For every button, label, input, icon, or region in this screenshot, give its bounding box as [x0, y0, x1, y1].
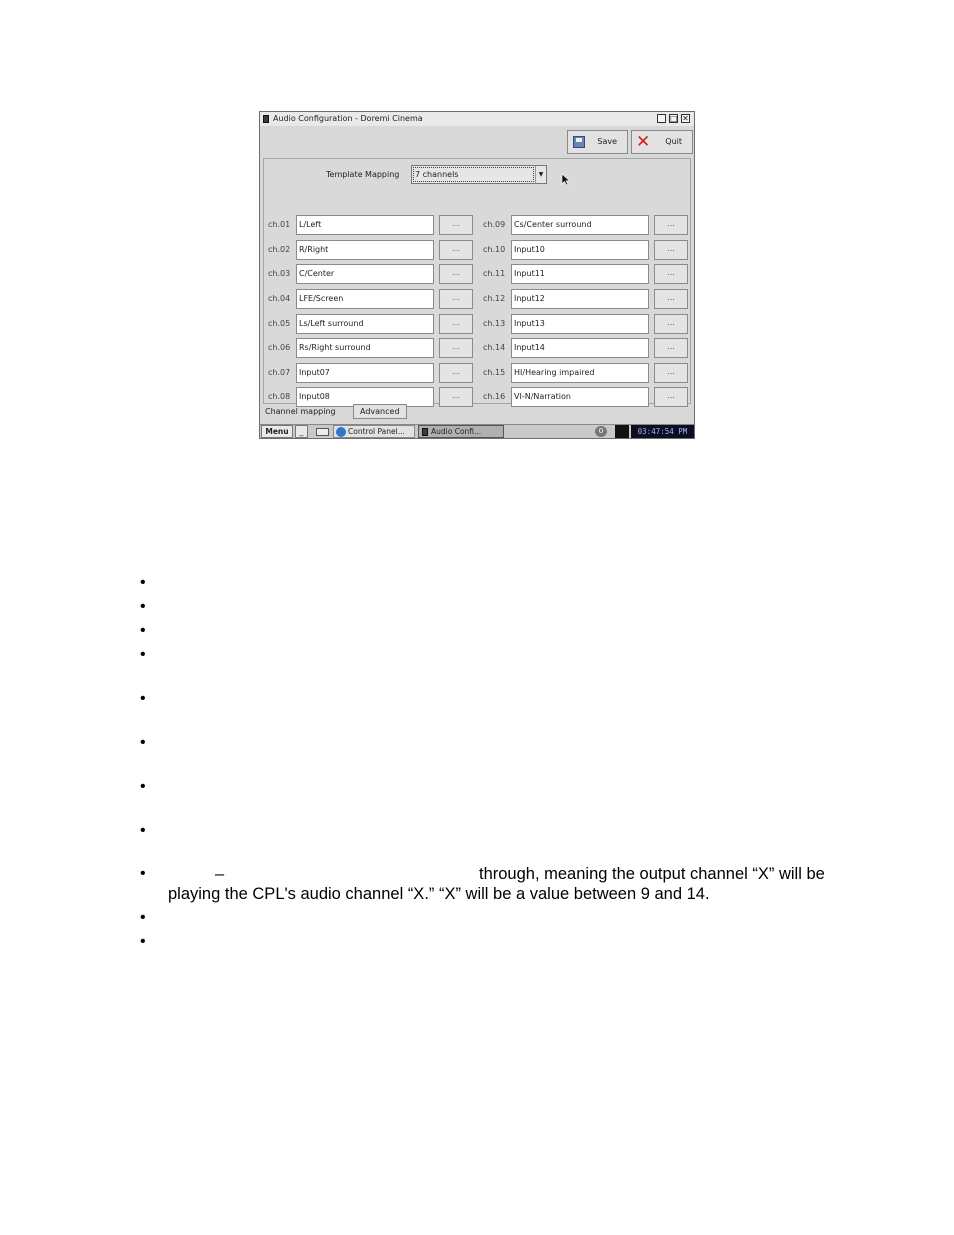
channel-label: ch.01 [268, 220, 291, 229]
tray-status-icon[interactable]: 0 [595, 426, 607, 437]
channel-mapping-panel [263, 158, 691, 404]
tab-advanced[interactable]: Advanced [353, 404, 407, 419]
quit-label: Quit [665, 137, 682, 146]
minimize-button[interactable]: _ [657, 114, 666, 123]
tab-channel-mapping[interactable]: Channel mapping [265, 407, 336, 416]
red-x-icon: ✕ [636, 132, 651, 152]
channel-browse-button[interactable]: ... [654, 363, 688, 383]
channel-browse-button[interactable]: ... [439, 363, 473, 383]
channel-label: ch.14 [483, 343, 506, 352]
channel-label: ch.15 [483, 368, 506, 377]
bullet-marker: • [140, 574, 146, 591]
channel-name-field[interactable]: Input14 [511, 338, 649, 358]
channel-name-field[interactable]: Input07 [296, 363, 434, 383]
taskbar-audio-config-label: Audio Confi... [431, 427, 482, 436]
channel-label: ch.04 [268, 294, 291, 303]
taskbar-audio-config[interactable] [418, 425, 504, 438]
window-title: Audio Configuration - Doremi Cinema [273, 114, 423, 123]
bullet-marker: • [140, 690, 146, 707]
template-mapping-label: Template Mapping [326, 170, 400, 179]
channel-name-field[interactable]: R/Right [296, 240, 434, 260]
channel-label: ch.16 [483, 392, 506, 401]
item9-dash: – [215, 865, 225, 883]
bullet-marker: • [140, 778, 146, 795]
bullet-marker: • [140, 646, 146, 663]
channel-name-field[interactable]: Input12 [511, 289, 649, 309]
tray-indicator [615, 425, 629, 438]
chevron-down-icon[interactable]: ▼ [535, 166, 546, 183]
channel-name-field[interactable]: HI/Hearing impaired [511, 363, 649, 383]
app-icon [263, 115, 269, 123]
control-panel-icon [336, 427, 346, 437]
channel-name-field[interactable]: Input08 [296, 387, 434, 407]
channel-name-field[interactable]: VI-N/Narration [511, 387, 649, 407]
channel-label: ch.06 [268, 343, 291, 352]
channel-name-field[interactable]: LFE/Screen [296, 289, 434, 309]
bullet-marker: • [140, 822, 146, 839]
bullet-marker: • [140, 622, 146, 639]
taskbar-control-panel[interactable] [333, 425, 415, 438]
taskbar [260, 424, 694, 438]
channel-browse-button[interactable]: ... [654, 338, 688, 358]
bullet-marker: • [140, 933, 146, 950]
channel-browse-button[interactable]: ... [654, 314, 688, 334]
taskbar-clock: 03:47:54 PM [631, 425, 694, 438]
channel-name-field[interactable]: L/Left [296, 215, 434, 235]
quit-button[interactable] [631, 130, 693, 154]
taskbar-menu-button[interactable]: Menu [261, 425, 293, 438]
channel-browse-button[interactable]: ... [439, 215, 473, 235]
channel-label: ch.13 [483, 319, 506, 328]
channel-browse-button[interactable]: ... [439, 240, 473, 260]
channel-name-field[interactable]: C/Center [296, 264, 434, 284]
channel-label: ch.08 [268, 392, 291, 401]
channel-browse-button[interactable]: ... [654, 240, 688, 260]
bullet-marker: • [140, 734, 146, 751]
item9-line1: through, meaning the output channel “X” will be [479, 865, 825, 883]
channel-name-field[interactable]: Cs/Center surround [511, 215, 649, 235]
channel-browse-button[interactable]: ... [654, 387, 688, 407]
channel-name-field[interactable]: Input10 [511, 240, 649, 260]
floppy-disk-icon [573, 136, 585, 148]
channel-label: ch.07 [268, 368, 291, 377]
close-button[interactable]: ✕ [682, 114, 689, 123]
item9-line2: playing the CPL's audio channel “X.” “X” will be a value between 9 and 14. [168, 885, 710, 903]
channel-label: ch.12 [483, 294, 506, 303]
template-mapping-value: 7 channels [413, 167, 534, 182]
channel-browse-button[interactable]: ... [439, 387, 473, 407]
channel-label: ch.05 [268, 319, 291, 328]
channel-browse-button[interactable]: ... [654, 264, 688, 284]
maximize-button[interactable]: □ [670, 114, 678, 123]
bullet-marker: • [140, 598, 146, 615]
audio-configuration-screenshot [259, 111, 695, 439]
channel-label: ch.09 [483, 220, 506, 229]
taskbar-minimize-button[interactable]: _ [295, 425, 308, 438]
bullet-marker: • [140, 865, 146, 882]
channel-label: ch.10 [483, 245, 506, 254]
template-mapping-select[interactable] [411, 165, 547, 184]
bullet-marker: • [140, 909, 146, 926]
window-titlebar [260, 112, 694, 126]
channel-browse-button[interactable]: ... [654, 289, 688, 309]
channel-name-field[interactable]: Input11 [511, 264, 649, 284]
mouse-pointer-icon [561, 173, 571, 186]
channel-browse-button[interactable]: ... [439, 264, 473, 284]
channel-label: ch.02 [268, 245, 291, 254]
audio-config-icon [422, 428, 428, 436]
channel-browse-button[interactable]: ... [439, 338, 473, 358]
channel-name-field[interactable]: Input13 [511, 314, 649, 334]
channel-browse-button[interactable]: ... [439, 289, 473, 309]
channel-browse-button[interactable]: ... [439, 314, 473, 334]
channel-name-field[interactable]: Rs/Right surround [296, 338, 434, 358]
save-label: Save [597, 137, 617, 146]
channel-label: ch.03 [268, 269, 291, 278]
taskbar-control-panel-label: Control Panel... [348, 427, 405, 436]
channel-browse-button[interactable]: ... [654, 215, 688, 235]
channel-label: ch.11 [483, 269, 506, 278]
channel-name-field[interactable]: Ls/Left surround [296, 314, 434, 334]
save-button[interactable] [567, 130, 628, 154]
keyboard-icon[interactable] [316, 425, 330, 438]
